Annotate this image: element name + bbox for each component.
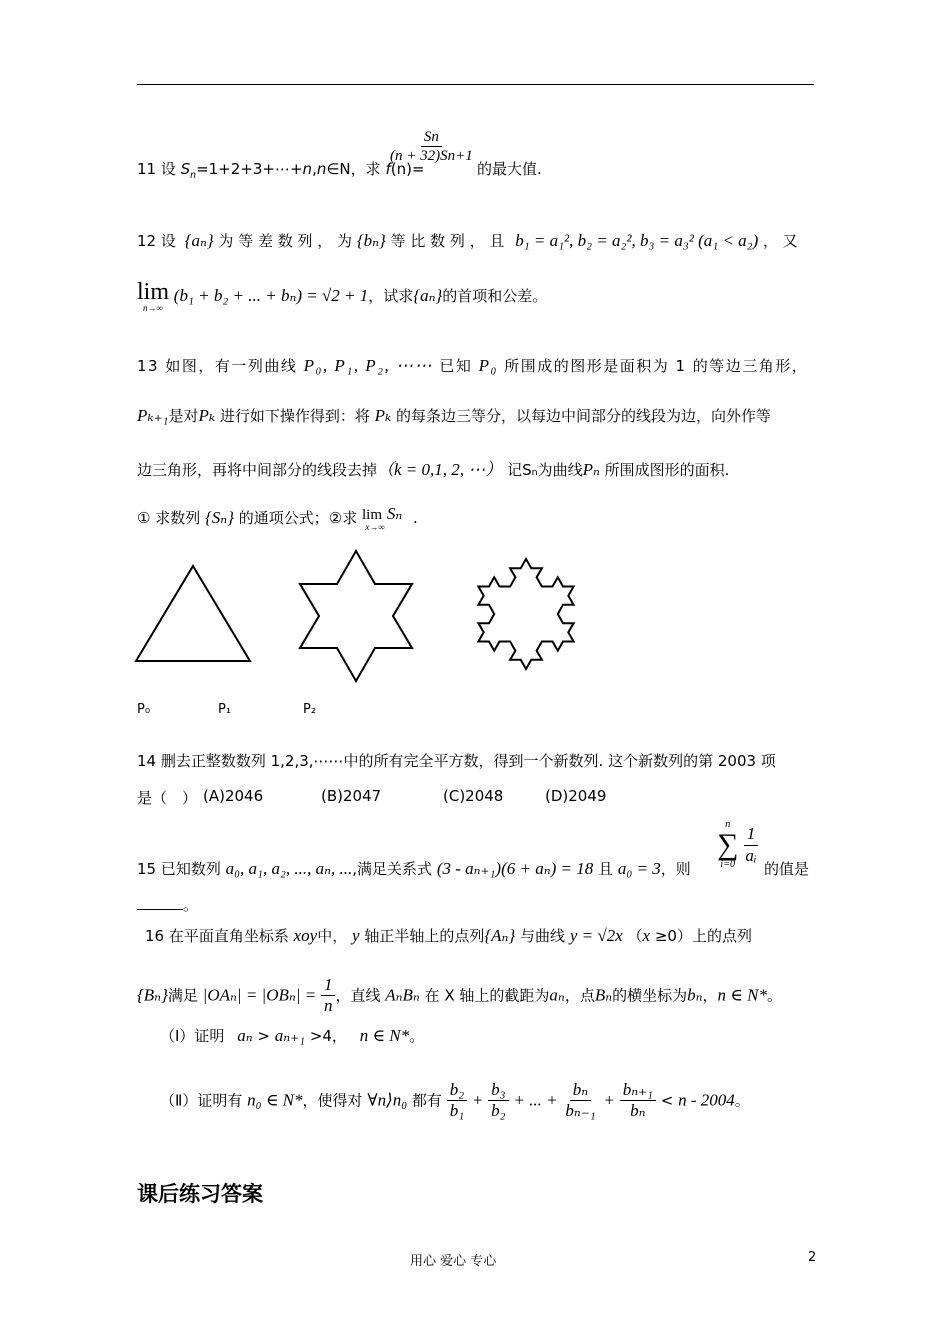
option-b: (B)2047 (321, 787, 382, 805)
figure-label-p0: P₀ (137, 702, 151, 717)
question-13-line-3: 边三角形，再将中间部分的线段去掉（k = 0,1, 2, ⋯） 记Sₙ为曲线Pₙ 所围成图形的面积. (137, 460, 730, 479)
option-c: (C)2048 (443, 787, 504, 805)
header-rule (137, 84, 814, 85)
question-15-line-1: 15 已知数列 a₀, a₁, a₂, ..., aₙ, ...,满足关系式 (3 - aₙ₊₁)(6 + aₙ) = 18 且 a₀ = 3，则 n ∑ i=0 $\frac{1}{\text{aᵢ}}$ 的值是 (137, 819, 810, 878)
answer-blank[interactable] (137, 909, 183, 910)
question-14-line-2: 是（ ） (A)2046 (B)2047 (C)2048 (D)2049 (137, 787, 607, 807)
question-16-line-2: {Bₙ}满足 |OAₙ| = |OBₙ| = $\frac{1}{n}$ ，直线 AₙBₙ 在 X 轴上的截距为aₙ，点Bₙ的横坐标为bₙ，n ∈ N*。 (137, 975, 782, 1016)
question-14-line-1: 14 删去正整数数列 1,2,3,⋯⋯中的所有完全平方数，得到一个新数列. 这个新数列的第 2003 项 (137, 752, 776, 770)
q15-sum: n ∑ i=0 $\frac{1}{\text{aᵢ}}$ (717, 819, 757, 870)
figure-label-p2: P₂ (303, 702, 317, 717)
question-16-line-1: 16 在平面直角坐标系 xoy中， y 轴正半轴上的点列{Aₙ} 与曲线 y = √2x （x ≥0）上的点列 (145, 926, 752, 945)
question-13-line-4: ① 求数列 {Sₙ} 的通项公式；②求 lim Sₙ x→∞ . (137, 504, 418, 532)
answers-heading: 课后练习答案 (137, 1182, 263, 1206)
question-16-part-2: （Ⅱ）证明有 n₀ ∈ N*，使得对 ∀n⟩n₀ 都有 $\frac{\text{b₂}}{\text{b₁}}$ + $\frac{\text{b₃}}{\text{b₂}}$ + ... + $\frac{\text{bₙ}}{\text{bₙ₋₁}}$ + $\frac{\text{bₙ₊₁}}{\text{bₙ}}$ < n - 2004。 (160, 1080, 750, 1121)
figure-p2-snowflake (478, 559, 573, 669)
figure-label-p1: P₁ (218, 702, 232, 717)
question-12-line-1: 12 设 {aₙ} 为 等 差 数 列 ， 为 {bₙ} 等 比 数 列 ， 且 b₁ = a₁², b₂ = a₂², b₃ = a₃² (a₁ < a₂) ， 又 (137, 231, 798, 250)
q11-fraction: $\frac{Sn}{(n + 32)Sn+1}$ (390, 129, 473, 164)
figure-p0-triangle (136, 566, 250, 661)
question-13-line-1: 13 如图，有一列曲线 P₀, P₁, P₂, ⋯⋯ 已知 P₀ 所围成的图形是面积为 1 的等边三角形， (137, 356, 809, 375)
option-a: (A)2046 (203, 787, 264, 805)
footer-text: 用心 爱心 专心 (410, 1254, 497, 1269)
question-12-line-2: lim n→∞ (b₁ + b₂ + ... + bₙ) = √2 + 1，试求{aₙ}的首项和公差。 (137, 279, 548, 313)
page-number: 2 (808, 1250, 817, 1265)
question-16-part-1: （Ⅰ）证明 aₙ > aₙ₊₁ >4， n ∈ N*。 (160, 1026, 425, 1045)
question-15-line-2: 。 (137, 894, 198, 915)
question-13-line-2: Pₖ₊₁是对Pₖ 进行如下操作得到：将 Pₖ 的每条边三等分，以每边中间部分的线段为边，向外作等 (137, 406, 772, 425)
option-d: (D)2049 (545, 787, 607, 805)
koch-figures (0, 540, 950, 690)
figure-p1-star (300, 551, 412, 681)
